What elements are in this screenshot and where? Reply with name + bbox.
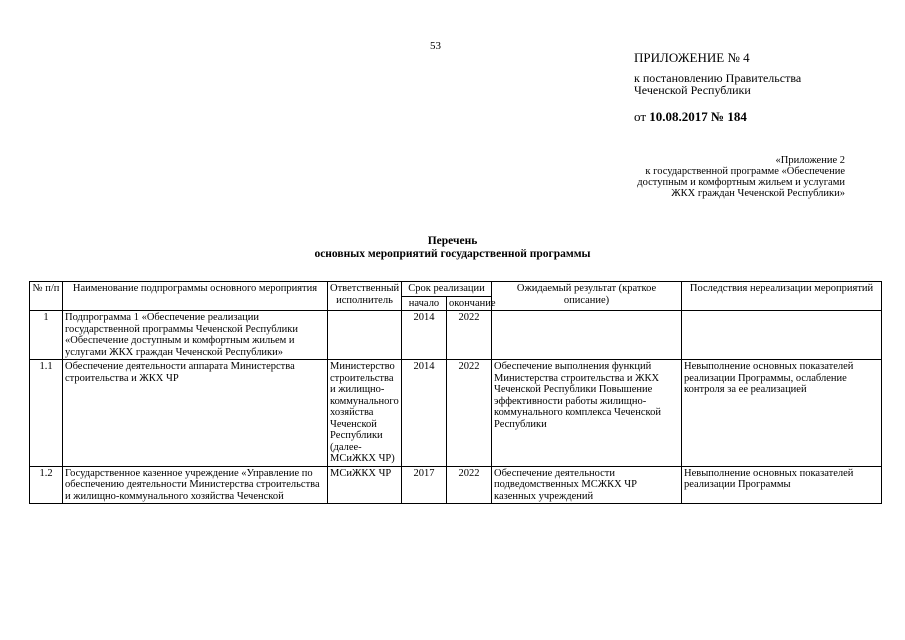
header-responsible: Ответственный исполнитель — [328, 282, 402, 311]
doc-title-line1: Перечень — [427, 235, 478, 247]
cell-start: 2017 — [402, 466, 447, 504]
measures-table — [29, 281, 882, 504]
prev-line2: к государственной программе «Обеспечение — [645, 166, 845, 177]
cell-num: 1.1 — [30, 360, 63, 467]
table-row — [30, 466, 882, 504]
prev-line1: «Приложение 2 — [775, 155, 845, 166]
date-prefix: от — [634, 109, 650, 124]
page-number: 53 — [430, 40, 441, 52]
cell-start: 2014 — [402, 311, 447, 360]
table-row — [30, 311, 882, 360]
header-start: начало — [402, 296, 447, 311]
appendix-title: ПРИЛОЖЕНИЕ № 4 — [634, 50, 750, 65]
header-term: Срок реализации — [402, 282, 492, 297]
cell-result: Обеспечение деятельности подведомственных МСЖКХ ЧР казенных учреждений — [492, 466, 682, 504]
cell-num: 1 — [30, 311, 63, 360]
cell-start: 2014 — [402, 360, 447, 467]
appendix-line2: Чеченской Республики — [634, 83, 751, 97]
cell-responsible — [328, 311, 402, 360]
cell-end: 2022 — [447, 466, 492, 504]
cell-consequences — [682, 311, 882, 360]
header-result: Ожидаемый результат (краткое описание) — [492, 282, 682, 311]
cell-num: 1.2 — [30, 466, 63, 504]
prev-line3: доступным и комфортным жильем и услугами — [637, 177, 845, 188]
header-consequences: Последствия нереализации мероприятий — [682, 282, 882, 311]
doc-title-line2: основных мероприятий государственной программы — [314, 248, 591, 260]
header-row — [30, 282, 882, 297]
header-name: Наименование подпрограммы основного мероприятия — [63, 282, 328, 311]
appendix-line1: к постановлению Правительства — [634, 71, 802, 85]
table-row — [30, 360, 882, 467]
cell-consequences: Невыполнение основных показателей реализации Программы — [682, 466, 882, 504]
cell-result: Обеспечение выполнения функций Министерства строительства и ЖКХ Чеченской Республики Повышение эффективности работы жилищно-коммунального комплекса Чеченской Республики — [492, 360, 682, 467]
cell-name: Подпрограмма 1 «Обеспечение реализации государственной программы Чеченской Республики «Обеспечение доступным и комфортным жильем и услугами ЖКХ граждан Чеченской Республики» — [63, 311, 328, 360]
cell-end: 2022 — [447, 311, 492, 360]
cell-responsible: МСиЖКХ ЧР — [328, 466, 402, 504]
header-end: окончание — [447, 296, 492, 311]
cell-result — [492, 311, 682, 360]
cell-name: Обеспечение деятельности аппарата Министерства строительства и ЖКХ ЧР — [63, 360, 328, 467]
header-num: № п/п — [30, 282, 63, 311]
appendix-date — [634, 109, 747, 125]
cell-end: 2022 — [447, 360, 492, 467]
prev-line4: ЖКХ граждан Чеченской Республики» — [671, 188, 845, 199]
cell-consequences: Невыполнение основных показателей реализации Программы, ослабление контроля за ее реализацией — [682, 360, 882, 467]
cell-responsible: Министерство строительства и жилищно-коммунального хозяйства Чеченской Республики (далее-МСиЖКХ ЧР) — [328, 360, 402, 467]
cell-name: Государственное казенное учреждение «Управление по обеспечению деятельности Министерства строительства и жилищно-коммунального хозяйства Чеченской — [63, 466, 328, 504]
previous-appendix-note — [545, 155, 845, 199]
date-value: 10.08.2017 № 184 — [649, 109, 747, 124]
